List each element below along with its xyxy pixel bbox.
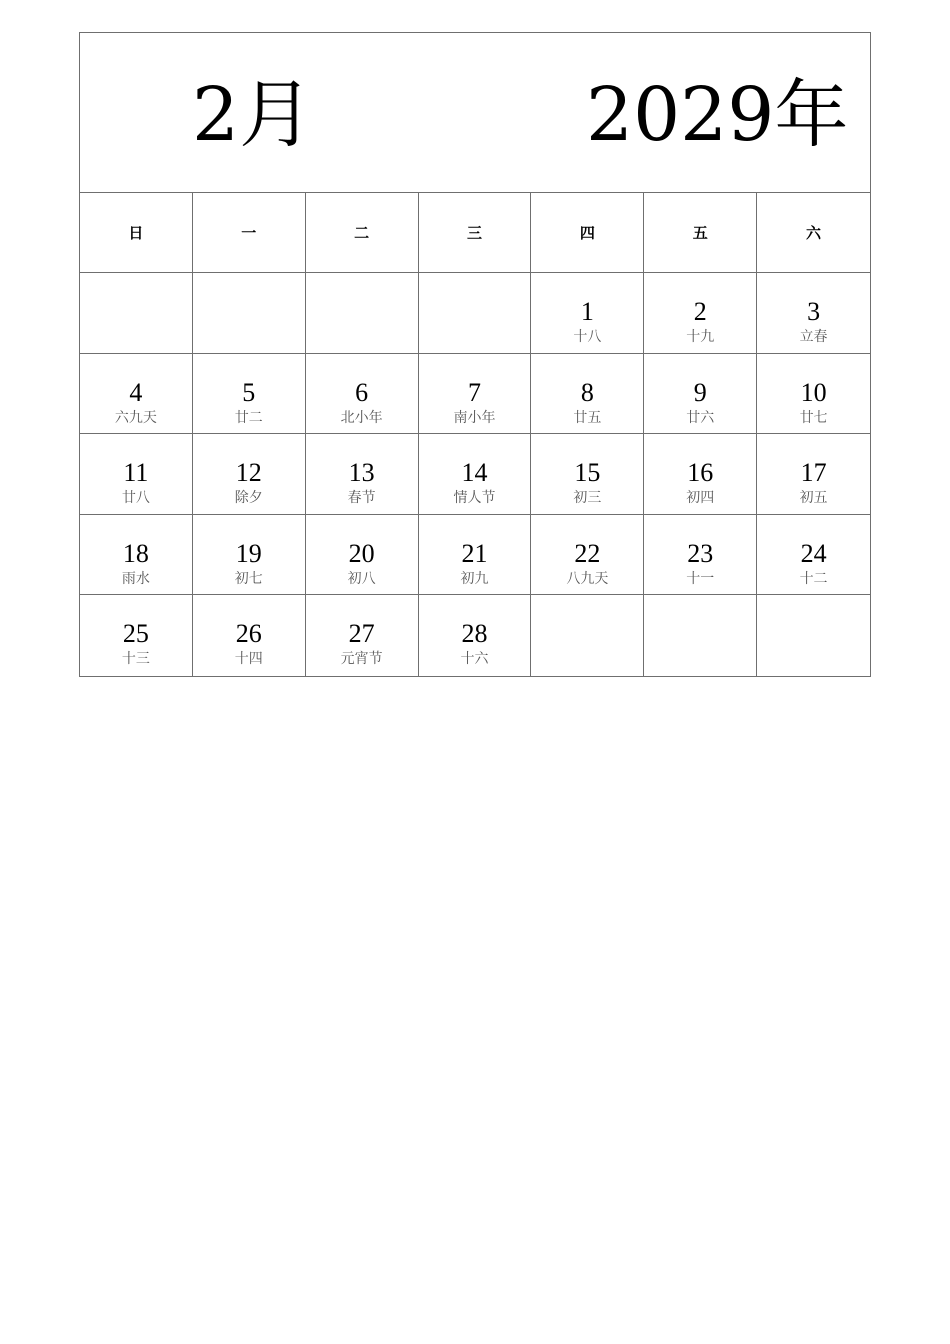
- weekday-header: 日: [80, 193, 193, 273]
- day-cell: [306, 595, 419, 676]
- day-number: 6: [355, 377, 369, 407]
- day-number: 4: [129, 377, 143, 407]
- month-title: 2月: [192, 72, 314, 158]
- day-number: 27: [348, 619, 375, 649]
- weekday-header: 六: [757, 193, 870, 273]
- calendar: [79, 32, 871, 677]
- day-number: 25: [122, 619, 149, 649]
- day-number: 10: [800, 377, 827, 407]
- day-number: 7: [467, 377, 481, 407]
- day-number: 23: [687, 538, 714, 568]
- day-cell: [80, 273, 193, 354]
- lunar-label: 初七: [234, 570, 263, 587]
- day-cell: [757, 515, 870, 596]
- lunar-label: 春节: [347, 490, 376, 507]
- day-cell: [644, 434, 757, 515]
- day-cell: [80, 515, 193, 596]
- day-number: 17: [800, 458, 827, 488]
- day-cell: [531, 354, 644, 435]
- day-cell: [193, 273, 306, 354]
- year-title: 2029年: [586, 72, 849, 158]
- lunar-label: 立春: [799, 329, 828, 345]
- day-number: 22: [574, 538, 601, 568]
- weekday-header: 四: [531, 193, 644, 273]
- lunar-label: 八九天: [566, 570, 609, 587]
- day-number: 24: [800, 538, 827, 568]
- lunar-label: 南小年: [453, 409, 496, 426]
- day-cell: [306, 273, 419, 354]
- day-number: 28: [461, 619, 488, 649]
- lunar-label: 廿二: [234, 409, 263, 426]
- weekday-header: 五: [644, 193, 757, 273]
- lunar-label: 廿五: [573, 409, 602, 426]
- lunar-label: 初五: [799, 490, 828, 507]
- day-number: 14: [461, 458, 488, 488]
- day-cell: [757, 434, 870, 515]
- lunar-label: 雨水: [121, 570, 150, 587]
- lunar-label: 廿六: [686, 409, 715, 426]
- day-cell: [193, 515, 306, 596]
- day-cell: [306, 515, 419, 596]
- day-number: 2: [693, 297, 707, 326]
- day-number: 20: [348, 538, 375, 568]
- lunar-label: 十九: [686, 329, 715, 345]
- lunar-label: 六九天: [114, 409, 157, 426]
- day-number: 26: [235, 619, 262, 649]
- day-number: 12: [235, 458, 262, 488]
- day-cell: [419, 434, 532, 515]
- day-cell: [531, 515, 644, 596]
- day-cell: [80, 595, 193, 676]
- day-cell: [757, 595, 870, 676]
- lunar-label: 元宵节: [340, 651, 383, 668]
- day-cell: [419, 273, 532, 354]
- day-number: 8: [580, 377, 594, 407]
- lunar-label: 初九: [460, 570, 489, 587]
- day-number: 1: [580, 297, 594, 326]
- day-number: 11: [123, 458, 149, 488]
- day-number: 5: [242, 377, 256, 407]
- lunar-label: 北小年: [340, 409, 383, 426]
- day-cell: [644, 273, 757, 354]
- day-cell: [306, 354, 419, 435]
- weekday-header: 二: [306, 193, 419, 273]
- calendar-header: [80, 33, 870, 193]
- day-cell: [193, 595, 306, 676]
- day-cell: [644, 595, 757, 676]
- day-cell: [757, 354, 870, 435]
- day-cell: [644, 354, 757, 435]
- day-cell: [531, 273, 644, 354]
- day-cell: [419, 515, 532, 596]
- day-cell: [531, 434, 644, 515]
- lunar-label: 初八: [347, 570, 376, 587]
- day-cell: [193, 434, 306, 515]
- day-number: 13: [348, 458, 375, 488]
- day-cell: [757, 273, 870, 354]
- day-cell: [419, 354, 532, 435]
- day-cell: [531, 595, 644, 676]
- lunar-label: 十八: [573, 329, 602, 345]
- lunar-label: 初三: [573, 490, 602, 507]
- lunar-label: 十六: [460, 651, 489, 668]
- day-number: 19: [235, 538, 262, 568]
- calendar-grid: [80, 193, 870, 676]
- day-cell: [306, 434, 419, 515]
- day-cell: [193, 354, 306, 435]
- day-number: 18: [122, 538, 149, 568]
- lunar-label: 初四: [686, 490, 715, 507]
- day-number: 3: [807, 297, 821, 326]
- weekday-header: 三: [419, 193, 532, 273]
- lunar-label: 除夕: [234, 490, 263, 507]
- lunar-label: 十二: [799, 570, 828, 587]
- lunar-label: 廿八: [121, 490, 150, 507]
- day-number: 15: [574, 458, 601, 488]
- weekday-header: 一: [193, 193, 306, 273]
- lunar-label: 情人节: [453, 490, 496, 507]
- lunar-label: 十四: [234, 651, 263, 668]
- day-number: 21: [461, 538, 488, 568]
- day-cell: [419, 595, 532, 676]
- lunar-label: 廿七: [799, 409, 828, 426]
- day-number: 16: [687, 458, 714, 488]
- day-cell: [80, 434, 193, 515]
- lunar-label: 十三: [121, 651, 150, 668]
- day-cell: [644, 515, 757, 596]
- day-number: 9: [693, 377, 707, 407]
- day-cell: [80, 354, 193, 435]
- lunar-label: 十一: [686, 570, 715, 587]
